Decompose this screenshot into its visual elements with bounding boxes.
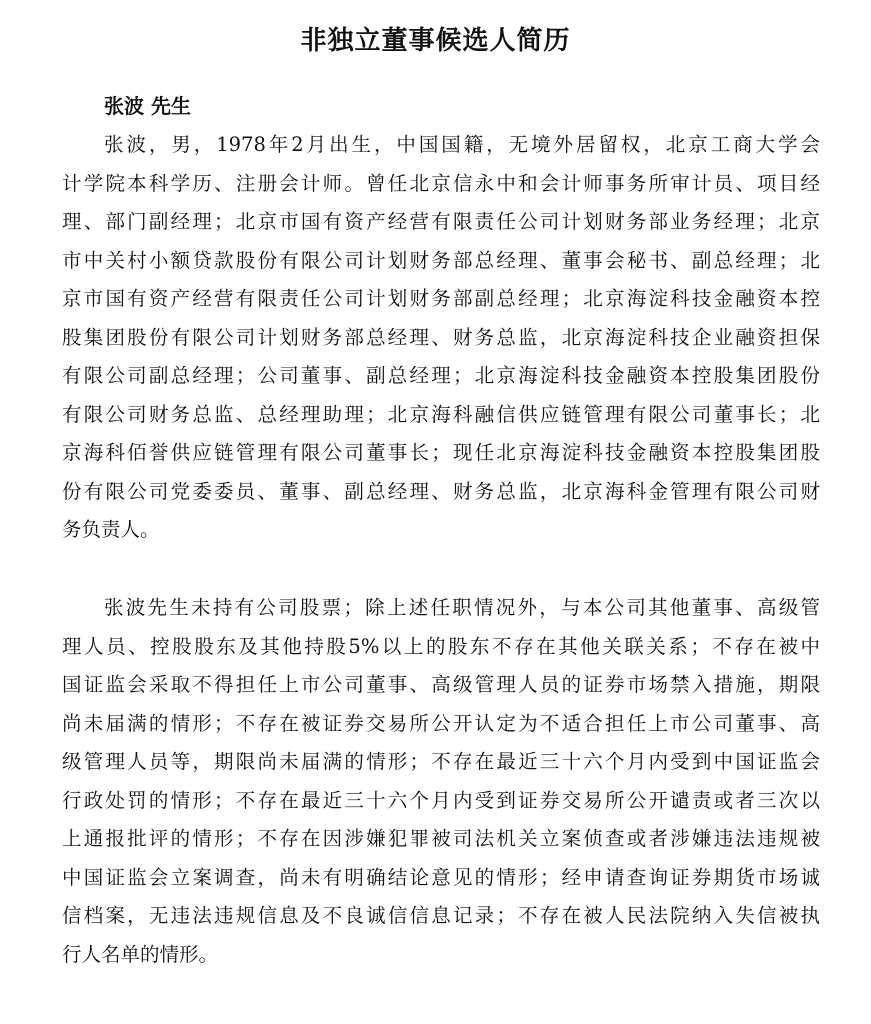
text-line: 理、部门副经理；北京市国有资产经营有限责任公司计划财务部业务经理；北京 <box>62 210 820 233</box>
text-line: 张波，男，1978年2月出生，中国国籍，无境外居留权，北京工商大学会 <box>104 133 820 156</box>
paragraph-disclosure <box>62 589 820 974</box>
text-line: 有限公司财务总监、总经理助理；北京海科融信供应链管理有限公司董事长；北 <box>62 402 820 426</box>
text-line: 计学院本科学历、注册会计师。曾任北京信永中和会计师事务所审计员、项目经 <box>62 171 820 195</box>
text-line: 张波先生未持有公司股票；除上述任职情况外，与本公司其他董事、高级管 <box>104 596 820 619</box>
text-line: 市中关村小额贷款股份有限公司计划财务部总经理、董事会秘书、副总经理；北 <box>62 248 820 272</box>
text-line: 中国证监会立案调查，尚未有明确结论意见的情形；经申请查询证券期货市场诚 <box>62 865 820 889</box>
candidate-name-heading: 张波 先生 <box>104 94 191 118</box>
text-line: 份有限公司党委委员、董事、副总经理、财务总监，北京海科金管理有限公司财 <box>62 479 820 503</box>
text-line: 京海科佰誉供应链管理有限公司董事长；现任北京海淀科技金融资本控股集团股 <box>62 441 820 464</box>
text-line: 上通报批评的情形；不存在因涉嫌犯罪被司法机关立案侦查或者涉嫌违法违规被 <box>62 827 820 850</box>
text-line: 有限公司副总经理；公司董事、副总经理；北京海淀科技金融资本控股集团股份 <box>62 364 820 387</box>
text-line: 国证监会采取不得担任上市公司董事、高级管理人员的证券市场禁入措施，期限 <box>62 673 820 696</box>
text-line: 股集团股份有限公司计划财务部总经理、财务总监，北京海淀科技企业融资担保 <box>62 325 820 349</box>
document-title: 非独立董事候选人简历 <box>300 26 571 56</box>
text-line: 尚未届满的情形；不存在被证券交易所公开认定为不适合担任上市公司董事、高 <box>62 711 820 735</box>
text-line: 京市国有资产经营有限责任公司计划财务部副总经理；北京海淀科技金融资本控 <box>62 287 820 310</box>
text-line: 务负责人。 <box>62 518 160 541</box>
text-line: 信档案，无违法违规信息及不良诚信信息记录；不存在被人民法院纳入失信被执 <box>62 904 820 927</box>
text-line: 级管理人员等，期限尚未届满的情形；不存在最近三十六个月内受到中国证监会 <box>62 750 820 773</box>
paragraph-biography <box>62 126 820 550</box>
text-line: 理人员、控股股东及其他持股5%以上的股东不存在其他关联关系；不存在被中 <box>62 634 820 658</box>
text-line: 行人名单的情形。 <box>62 942 219 966</box>
text-line: 行政处罚的情形；不存在最近三十六个月内受到证券交易所公开谴责或者三次以 <box>62 788 820 812</box>
